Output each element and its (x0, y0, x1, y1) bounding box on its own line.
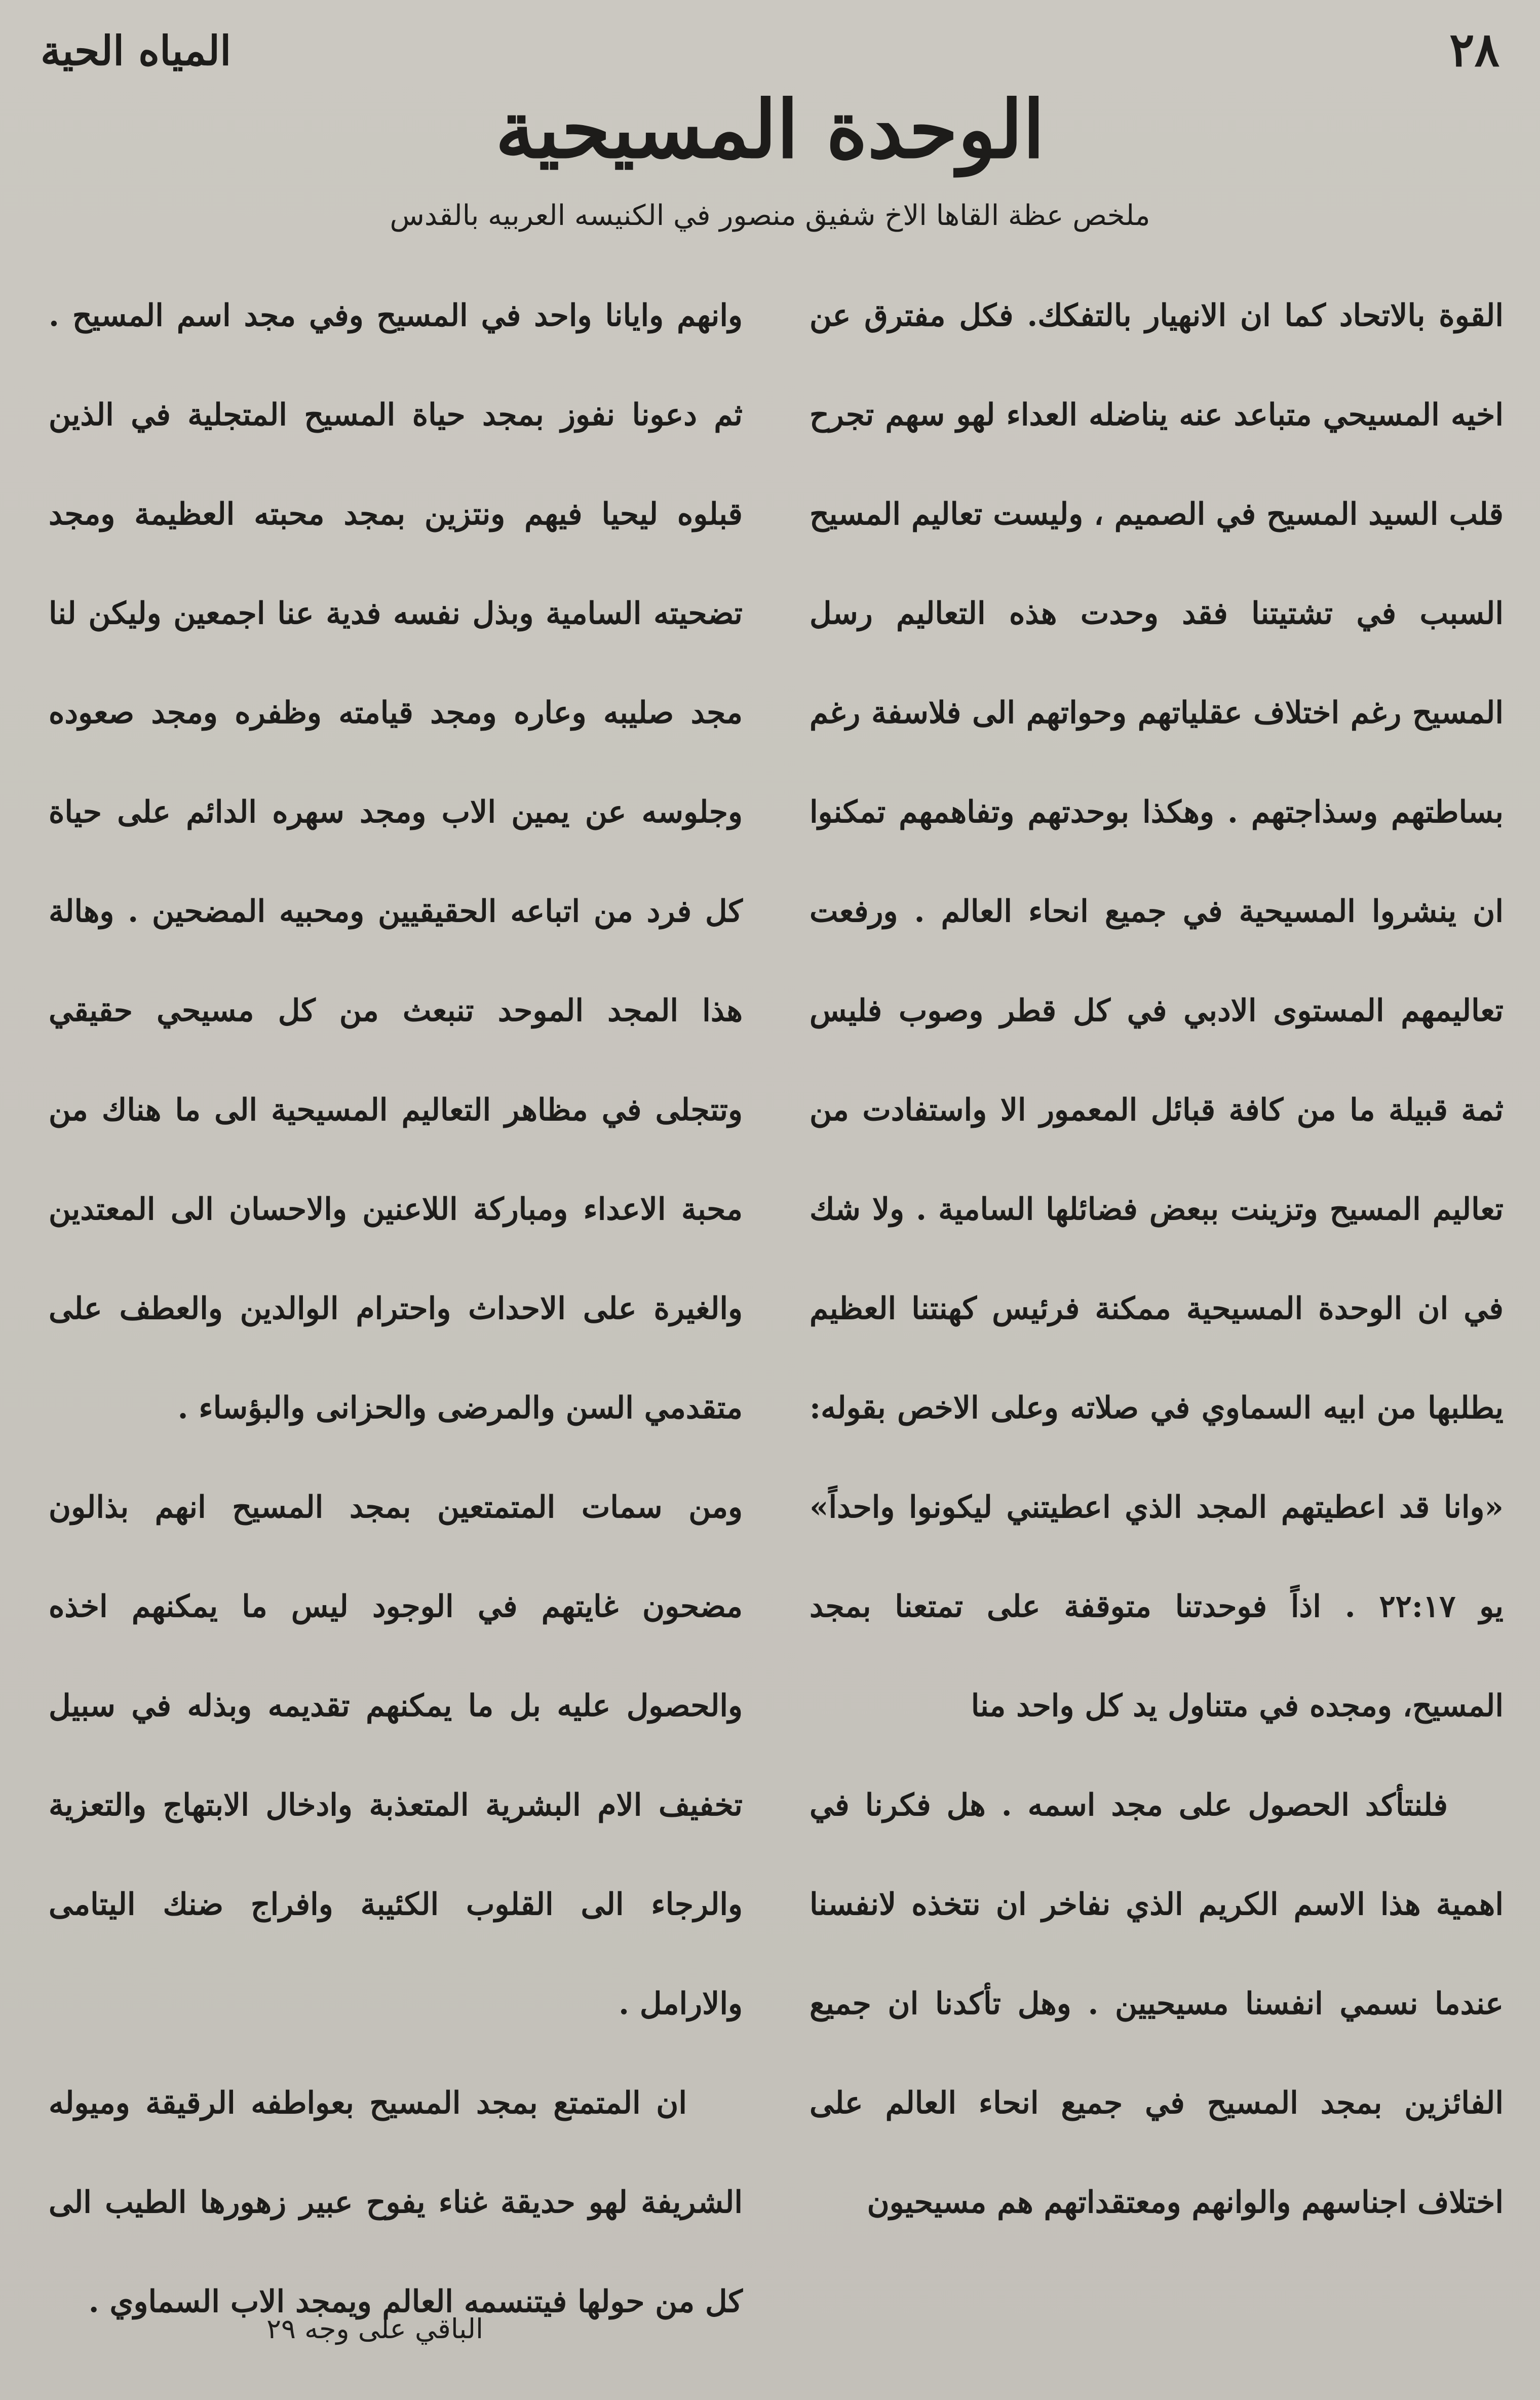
right-column (810, 266, 1504, 2252)
left-column-paragraph-1: وانهم وايانا واحد في المسيح وفي مجد اسم المسيح . ثم دعونا نفوز بمجد حياة المسيح المتجلية في الذين قبلوه ليحيا فيهم ونتزين بمجد محبته العظيمة ومجد تضحيته السامية وبذل نفسه فدية عنا اجمعين وليكن لنا مجد صليبه وعاره ومجد قيامته وظفره ومجد صعوده وجلوسه عن يمين الاب ومجد سهره الدائم على حياة كل فرد من اتباعه الحقيقيين ومحبيه المضحين . وهالة هذا المجد الموحد تنبعث من كل مسيحي حقيقي وتتجلى في مظاهر التعاليم المسيحية الى ما هناك من محبة الاعداء ومباركة اللاعنين والاحسان الى المعتدين والغيرة على الاحداث واحترام الوالدين والعطف على متقدمي السن والمرضى والحزانى والبؤساء . (49, 298, 743, 1426)
article-title: الوحدة المسيحية (495, 83, 1045, 176)
right-column-paragraph-1: القوة بالاتحاد كما ان الانهيار بالتفكك. فكل مفترق عن اخيه المسيحي متباعد عنه يناضله العداء لهو سهم تجرح قلب السيد المسيح في الصميم ، وليست تعاليم المسيح السبب في تشتيتنا فقد وحدت هذه التعاليم رسل المسيح رغم اختلاف عقلياتهم وحواتهم الى فلاسفة رغم بساطتهم وسذاجتهم . وهكذا بوحدتهم وتفاهمهم تمكنوا ان ينشروا المسيحية في جميع انحاء العالم . ورفعت تعاليمهم المستوى الادبي في كل قطر وصوب فليس ثمة قبيلة ما من كافة قبائل المعمور الا واستفادت من تعاليم المسيح وتزينت ببعض فضائلها السامية . ولا شك في ان الوحدة المسيحية ممكنة فرئيس كهنتنا العظيم يطلبها من ابيه السماوي في صلاته وعلى الاخص بقوله: «وانا قد اعطيتهم المجد الذي اعطيتني ليكونوا واحداً» يو ٢٢:١٧ . اذاً فوحدتنا متوقفة على تمتعنا بمجد المسيح، ومجده في متناول يد كل واحد منا (810, 298, 1504, 1724)
article-subtitle: ملخص عظة القاها الاخ شفيق منصور في الكنيسه العربيه بالقدس (390, 199, 1150, 232)
journal-title: المياه الحية (41, 27, 232, 74)
running-head (41, 22, 1499, 87)
continuation-note: الباقي على وجه ٢٩ (266, 2313, 484, 2345)
left-column-paragraph-3: ان المتمتع بمجد المسيح بعواطفه الرقيقة وميوله الشريفة لهو حديقة غناء يفوح عبير زهورها الطيب الى كل من حولها فيتنسمه العالم ويمجد الاب السماوي . (49, 2085, 743, 2319)
page-number: ٢٨ (1449, 22, 1499, 77)
left-column (49, 266, 743, 2351)
right-column-paragraph-2: فلنتأكد الحصول على مجد اسمه . هل فكرنا في اهمية هذا الاسم الكريم الذي نفاخر ان نتخذه لانفسنا عندما نسمي انفسنا مسيحيين . وهل تأكدنا ان جميع الفائزين بمجد المسيح في جميع انحاء العالم على اختلاف اجناسهم والوانهم ومعتقداتهم هم مسيحيون (810, 1787, 1504, 2220)
left-column-paragraph-2: ومن سمات المتمتعين بمجد المسيح انهم بذالون مضحون غايتهم في الوجود ليس ما يمكنهم اخذه والحصول عليه بل ما يمكنهم تقديمه وبذله في سبيل تخفيف الام البشرية المتعذبة وادخال الابتهاج والتعزية والرجاء الى القلوب الكئيبة وافراج ضنك اليتامى والارامل . (49, 1490, 743, 2022)
